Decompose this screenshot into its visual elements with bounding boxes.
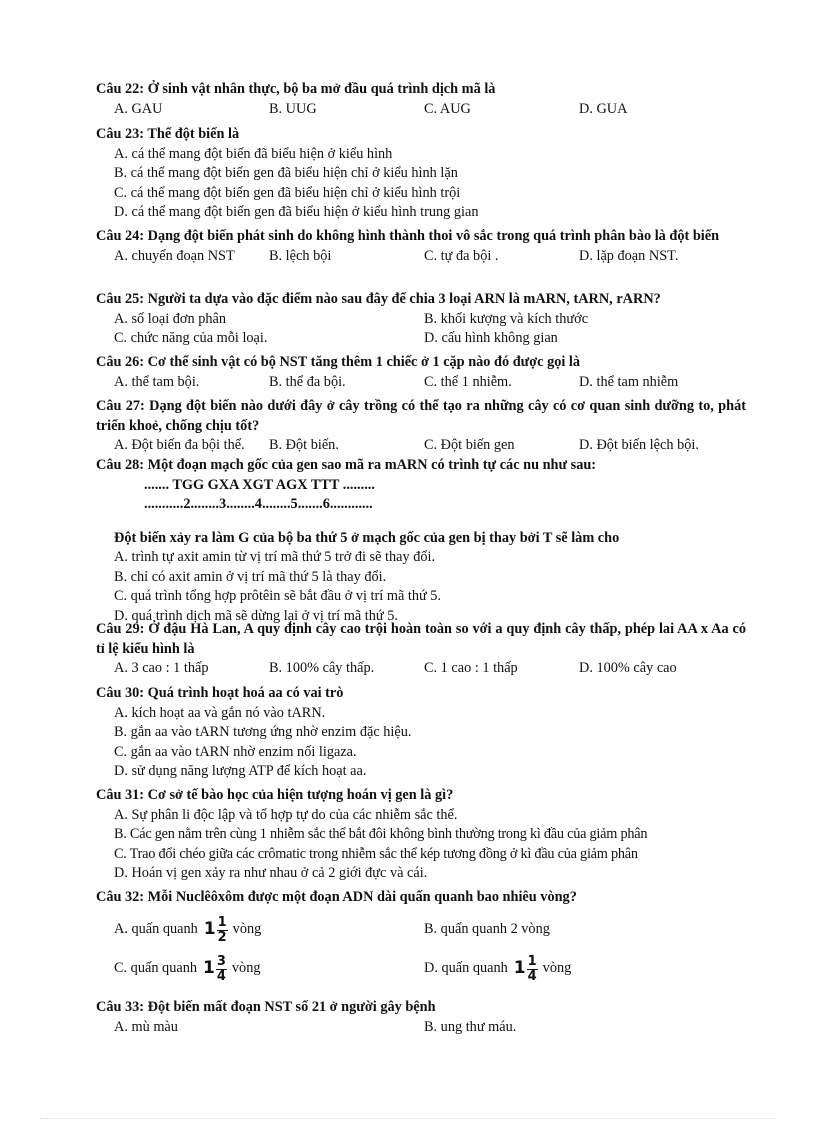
question-26-option-b: B. thể đa bội. [269, 373, 346, 390]
question-26-title: Câu 26: Cơ thể sinh vật có bộ NST tăng thêm 1 chiếc ở 1 cặp nào đó được gọi là [96, 354, 581, 370]
question-32-option-d-suffix: vòng [542, 960, 572, 977]
question-31-option-d: D. Hoán vị gen xảy ra như nhau ở cả 2 giới đực và cái. [114, 865, 428, 881]
question-27-option-d: D. Đột biến lệch bội. [579, 437, 699, 453]
question-30-option-c: C. gắn aa vào tARN nhờ enzim nối ligaza. [114, 743, 357, 760]
question-25 [96, 290, 746, 349]
fraction-whole: 1 [513, 958, 526, 979]
question-31-options [96, 806, 746, 884]
question-24-option-a: A. chuyển đoạn NST [114, 247, 235, 264]
fraction-denominator: 2 [217, 929, 227, 945]
question-32-options-row-1 [96, 916, 746, 945]
question-32-option-c [114, 955, 424, 984]
question-32-title: Câu 32: Mỗi Nuclêôxôm được một đoạn ADN dài quấn quanh bao nhiêu vòng? [96, 889, 577, 905]
question-24-title: Câu 24: Dạng đột biến phát sinh do không hình thành thoi vô sắc trong quá trình phân bào là đột biến [96, 228, 720, 244]
question-23-options [96, 145, 746, 223]
question-28-options [96, 548, 746, 626]
question-26-option-a: A. thể tam bội. [114, 373, 200, 390]
question-28-subtitle: Đột biến xảy ra làm G của bộ ba thứ 5 ở mạch gốc của gen bị thay bởi T sẽ làm cho [114, 529, 620, 546]
question-25-option-c: C. chức năng của mỗi loại. [114, 330, 268, 346]
question-25-options-row-1 [96, 310, 746, 330]
question-31-option-b: B. Các gen nằm trên cùng 1 nhiễm sắc thể bắt đôi không bình thường trong kì đầu của giảm phân [114, 826, 648, 842]
question-29-title: Câu 29: Ở đậu Hà Lan, A quy định cây cao trội hoàn toàn so với a quy định cây thấp, phép lai AA x Aa có tỉ lệ kiểu hình là [96, 621, 746, 657]
question-32-option-d-prefix: D. quấn quanh [424, 960, 508, 977]
question-29-option-c: C. 1 cao : 1 thấp [424, 660, 518, 676]
question-26 [96, 353, 746, 392]
question-27 [96, 397, 746, 456]
question-26-option-c: C. thể 1 nhiễm. [424, 373, 512, 390]
question-33-option-b: B. ung thư máu. [424, 1018, 517, 1035]
question-24-option-b: B. lệch bội [269, 247, 332, 264]
question-28-sequence: ....... TGG GXA XGT AGX TTT ......... [144, 476, 375, 493]
question-24-option-c: C. tự đa bội . [424, 247, 499, 264]
question-22-option-a: A. GAU [114, 100, 163, 117]
question-28-title: Câu 28: Một đoạn mạch gốc của gen sao mã ra mARN có trình tự các nu như sau: [96, 457, 597, 473]
question-32-option-d [424, 955, 734, 984]
question-32-options-row-2 [96, 955, 746, 984]
question-31 [96, 786, 746, 884]
question-29-option-b: B. 100% cây thấp. [269, 660, 375, 676]
question-29-options [96, 659, 746, 679]
question-23-title: Câu 23: Thể đột biến là [96, 126, 240, 142]
question-33-title: Câu 33: Đột biến mất đoạn NST số 21 ở người gây bệnh [96, 999, 436, 1015]
question-29-option-d: D. 100% cây cao [579, 660, 677, 676]
question-32 [96, 888, 746, 984]
question-31-option-c: C. Trao đổi chéo giữa các crômatic trong nhiễm sắc thể kép tương đồng ở kì đầu của giảm phân [114, 845, 638, 862]
fraction [217, 916, 228, 945]
mixed-fraction [514, 955, 538, 984]
question-29 [96, 620, 746, 679]
question-23-option-b: B. cá thể mang đột biến gen đã biểu hiện chỉ ở kiểu hình lặn [114, 165, 458, 181]
fraction-denominator: 4 [527, 968, 537, 984]
question-28-option-a: A. trình tự axit amin từ vị trí mã thứ 5 trở đi sẽ thay đổi. [114, 549, 436, 565]
question-23 [96, 125, 746, 223]
question-33 [96, 998, 746, 1037]
question-24-options [96, 247, 746, 267]
fraction [216, 955, 227, 984]
question-26-options [96, 373, 746, 393]
question-24 [96, 227, 746, 266]
question-28 [96, 456, 746, 626]
question-30-title: Câu 30: Quá trình hoạt hoá aa có vai trò [96, 685, 344, 701]
question-32-option-a-prefix: A. quấn quanh [114, 921, 198, 938]
question-32-option-a [114, 916, 424, 945]
question-29-option-a: A. 3 cao : 1 thấp [114, 660, 209, 676]
question-30-option-b: B. gắn aa vào tARN tương ứng nhờ enzim đặc hiệu. [114, 724, 412, 740]
question-33-options [96, 1018, 746, 1038]
question-23-option-c: C. cá thể mang đột biến gen đã biểu hiện chỉ ở kiểu hình trội [114, 184, 461, 201]
question-26-option-d: D. thể tam nhiễm [579, 373, 679, 390]
question-23-option-a: A. cá thể mang đột biến đã biểu hiện ở kiểu hình [114, 145, 393, 162]
question-33-option-a: A. mù màu [114, 1018, 178, 1035]
question-28-option-d: D. quá trình dịch mã sẽ dừng lại ở vị trí mã thứ 5. [114, 607, 398, 624]
question-22-option-b: B. UUG [269, 100, 317, 117]
fraction-denominator: 4 [216, 968, 226, 984]
mixed-fraction [203, 955, 227, 984]
question-30-option-a: A. kích hoạt aa và gắn nó vào tARN. [114, 704, 326, 721]
question-32-option-b: B. quấn quanh 2 vòng [424, 921, 550, 938]
question-31-option-a: A. Sự phân li độc lập và tổ hợp tự do của các nhiễm sắc thể. [114, 806, 458, 823]
question-25-option-a: A. số loại đơn phân [114, 310, 226, 327]
fraction-whole: 1 [203, 919, 216, 940]
question-32-option-c-suffix: vòng [231, 960, 261, 977]
question-22-option-c: C. AUG [424, 100, 471, 117]
fraction [527, 955, 538, 984]
fraction-numerator: 3 [216, 953, 226, 969]
fraction-numerator: 1 [527, 953, 537, 969]
question-27-options [96, 436, 746, 456]
fraction-numerator: 1 [217, 914, 227, 930]
question-30 [96, 684, 746, 782]
question-30-options [96, 704, 746, 782]
question-27-option-a: A. Đột biến đa bội thể. [114, 437, 245, 453]
page-bottom-divider [40, 1118, 776, 1119]
question-23-option-d: D. cá thể mang đột biến gen đã biểu hiện ở kiểu hình trung gian [114, 204, 479, 220]
question-25-options-row-2 [96, 329, 746, 349]
question-32-option-a-suffix: vòng [232, 921, 262, 938]
question-25-option-b: B. khối kượng và kích thước [424, 310, 589, 327]
question-22-option-d: D. GUA [579, 100, 628, 117]
question-28-positions: ...........2........3........4........5.......6............ [144, 496, 373, 512]
question-28-option-c: C. quá trình tổng hợp prôtêin sẽ bắt đầu ở vị trí mã thứ 5. [114, 588, 442, 604]
question-24-option-d: D. lặp đoạn NST. [579, 247, 679, 264]
question-22-title: Câu 22: Ở sinh vật nhân thực, bộ ba mở đầu quá trình dịch mã là [96, 81, 496, 97]
question-25-option-d: D. cấu hình không gian [424, 330, 558, 346]
question-22 [96, 80, 746, 119]
question-25-title: Câu 25: Người ta dựa vào đặc điểm nào sau đây để chia 3 loại ARN là mARN, tARN, rARN? [96, 291, 661, 307]
question-28-option-b: B. chỉ có axit amin ở vị trí mã thứ 5 là thay đổi. [114, 568, 387, 585]
question-30-option-d: D. sử dụng năng lượng ATP để kích hoạt aa. [114, 763, 367, 779]
fraction-whole: 1 [203, 958, 215, 979]
question-27-option-b: B. Đột biến. [269, 437, 339, 453]
question-27-title: Câu 27: Dạng đột biến nào dưới đây ở cây trồng có thể tạo ra những cây có cơ quan sinh dưỡng to, phát triển khoẻ, chống chịu tốt? [96, 398, 746, 434]
question-32-option-c-prefix: C. quấn quanh [114, 960, 197, 977]
question-31-title: Câu 31: Cơ sở tế bào học của hiện tượng hoán vị gen là gì? [96, 787, 454, 803]
mixed-fraction [204, 916, 228, 945]
question-22-options [96, 100, 746, 120]
question-27-option-c: C. Đột biến gen [424, 437, 515, 453]
